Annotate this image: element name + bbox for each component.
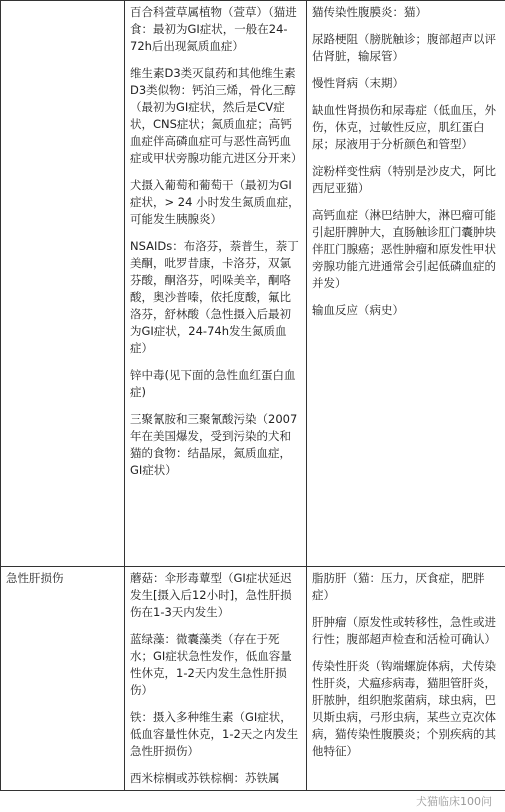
differential-cell xyxy=(307,1,505,567)
list-item: 锌中毒(见下面的急性血红蛋白血症) xyxy=(130,368,296,399)
category-cell xyxy=(1,1,125,567)
list-item: 尿路梗阻（膀胱触诊；腹部超声以评估肾脏，输尿管） xyxy=(312,32,496,63)
category-cell: 急性肝损伤 xyxy=(1,567,125,791)
list-item: 缺血性肾损伤和尿毒症（低血压，外伤，休克，过敏性反应，肌红蛋白尿；尿液用于分析颜色和管型） xyxy=(312,103,496,151)
list-item: 猫传染性腹膜炎：猫） xyxy=(312,5,427,19)
table-row xyxy=(1,567,505,791)
list-item: 蘑菇：伞形毒蕈型（GI症状延迟发生[摄入后12小时]，急性肝损伤在1-3天内发生） xyxy=(130,571,292,619)
list-item: 百合科萱草属植物（萱草）（猫进食：最初为GI症状，一般在24-72h后出现氮质血症） xyxy=(130,5,297,53)
list-item: 维生素D3类灭鼠药和其他维生素D3类似物：钙泊三烯，骨化三醇（最初为GI症状，然后是CV症状，CNS症状；氮质血症；高钙血症伴高磷血症可与恶性高钙血症或甲状旁腺功能亢进区分开来） xyxy=(130,66,303,165)
list-item: 三聚氰胺和三聚氰酸污染（2007年在美国爆发，受到污染的犬和猫的食物：结晶尿，氮质血症，GI症状） xyxy=(130,412,298,477)
list-item: NSAIDs：布洛芬，萘普生，萘丁美酮，吡罗昔康，卡洛芬，双氯芬酸，酮洛芬，吲哚美辛，酮咯酸，奥沙普嗪，依托度酸，氟比洛芬，舒林酸（急性摄入后最初为GI症状，24-74h发生氮质血症） xyxy=(130,239,299,355)
list-item: 高钙血症（淋巴结肿大，淋巴瘤可能引起肝脾肿大，直肠触诊肛门囊肿块伴肛门腺癌；恶性肿瘤和原发性甲状旁腺功能亢进通常会引起低磷血症的并发） xyxy=(312,208,496,290)
table-row xyxy=(1,1,505,567)
differential-cell xyxy=(307,567,505,791)
toxin-cell xyxy=(125,567,307,791)
list-item: 慢性肾病（末期） xyxy=(312,76,404,90)
watermark: 犬猫临床100问 xyxy=(413,792,495,810)
list-item: 淀粉样变性病（特别是沙皮犬，阿比西尼亚猫） xyxy=(312,164,496,195)
list-item: 肝肿瘤（原发性或转移性，急性或进行性；腹部超声检查和活检可确认） xyxy=(312,615,496,646)
list-item: 脂肪肝（猫：压力，厌食症，肥胖症） xyxy=(312,571,485,602)
list-item: 西米棕榈或苏铁棕榈：苏铁属 xyxy=(130,771,280,785)
list-item: 传染性肝炎（钩端螺旋体病，犬传染性肝炎，犬瘟疹病毒，猫胆管肝炎，肝脓肿，组织胞浆菌病，球虫病，巴贝斯虫病，弓形虫病，某些立克次体病，猫传染性腹膜炎；个别疾病的其他特征） xyxy=(312,659,496,758)
list-item: 输血反应（病史） xyxy=(312,303,404,317)
list-item: 铁：摄入多种维生素（GI症状，低血容量性休克，1-2天之内发生急性肝损伤） xyxy=(130,710,299,758)
list-item: 犬摄入葡萄和葡萄干（最初为GI症状，> 24 小时发生氮质血症，可能发生胰腺炎） xyxy=(130,178,300,226)
list-item: 蓝绿藻：微囊藻类（存在于死水；GI症状急性发作，低血容量性休克，1-2天内发生急性肝损伤） xyxy=(130,632,292,697)
toxin-cell xyxy=(125,1,307,567)
